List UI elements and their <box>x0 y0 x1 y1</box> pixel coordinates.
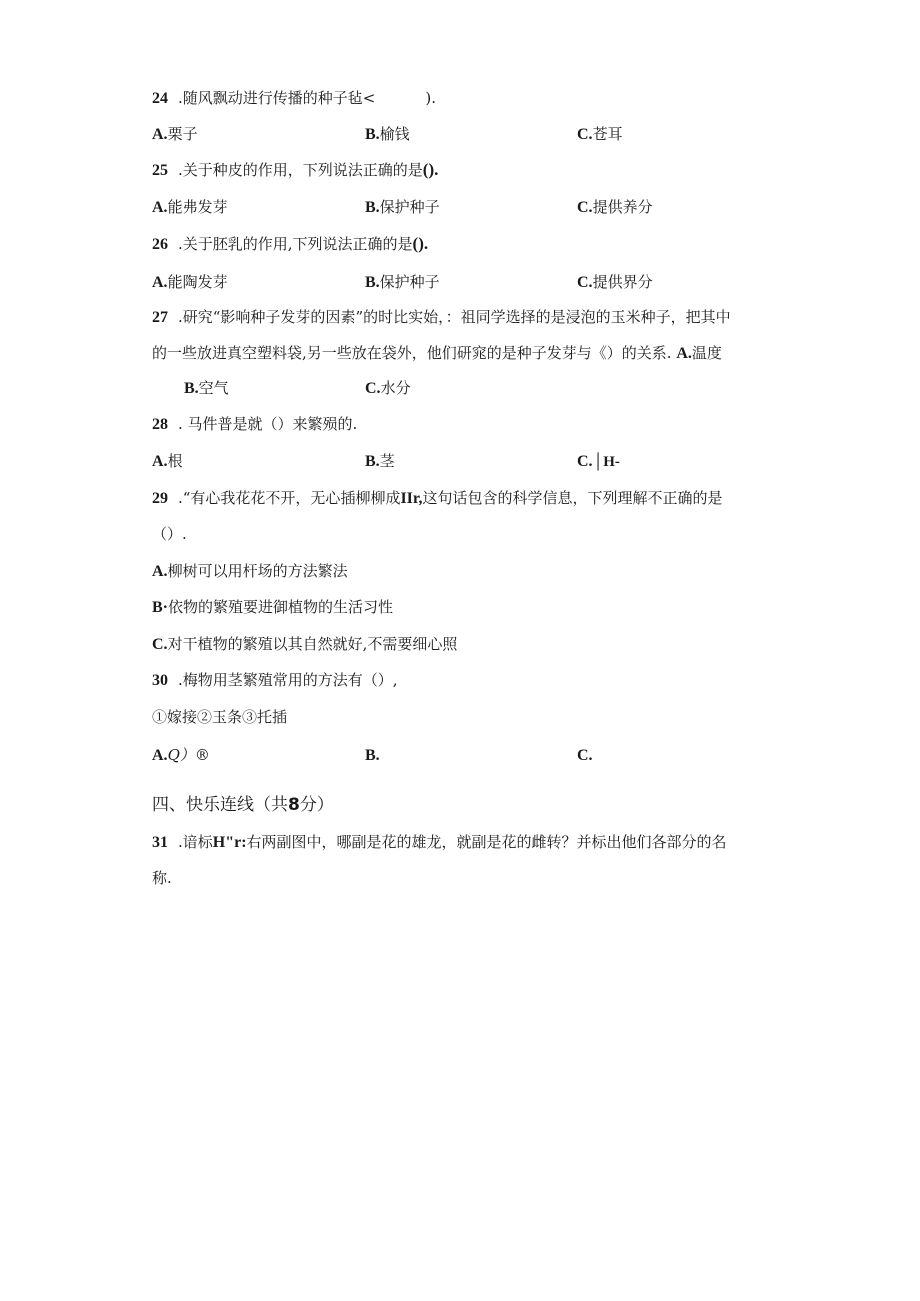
question-number: 24 <box>152 90 168 107</box>
question-tail: ). <box>425 89 436 107</box>
option-a: A.Q）® <box>152 746 210 764</box>
question-text: .随风飘动进行传播的种子毡< <box>178 89 376 107</box>
question-number: 28 <box>152 416 168 433</box>
option-a: A.根 <box>152 452 183 470</box>
question-number: 29 <box>152 490 168 507</box>
question-25 <box>152 160 438 181</box>
question-29: 29 .“有心我花花不开，无心插柳柳成IIr,这句话包含的科学信息，下列理解不正确的是 <box>152 489 723 507</box>
answer-paren: (). <box>422 160 439 179</box>
option-c: C.水分 <box>365 379 411 397</box>
question-31-line2: 称. <box>152 869 172 887</box>
option-c: C.│H- <box>577 453 620 470</box>
option-c: C.提供养分 <box>577 198 653 216</box>
answer-paren: (). <box>412 234 429 253</box>
option-b: B·依物的繁殖要进御植物的生活习性 <box>152 598 394 616</box>
option-b: B. <box>365 747 380 764</box>
question-26 <box>152 234 428 255</box>
question-number: 26 <box>152 236 168 253</box>
option-c: C. <box>577 747 593 764</box>
question-24 <box>152 88 436 109</box>
question-30 <box>152 670 398 691</box>
option-a: A.能弗发芽 <box>152 198 228 216</box>
question-30-line2: ①嫁接②玉条③托插 <box>152 708 288 726</box>
question-number: 30 <box>152 672 168 689</box>
option-c: C.提供界分 <box>577 273 653 291</box>
question-number: 27 <box>152 309 168 326</box>
question-number: 31 <box>152 834 168 851</box>
option-b: B.保护种子 <box>365 198 440 216</box>
option-c: C.对干植物的繁殖以其自然就好,不需要细心照 <box>152 635 458 653</box>
option-b: B.保护种子 <box>365 273 440 291</box>
option-a: A.栗子 <box>152 125 198 143</box>
option-a-text: 温度 <box>691 344 722 362</box>
question-text: . 马件普是就（）来繁殒的. <box>178 415 358 433</box>
question-31: 31 .谙标H"r:右两副图中，哪副是花的雄龙，就副是花的雌转？并标出他们各部分的名 <box>152 833 727 851</box>
option-a: A.柳树可以用杆场的方法繁法 <box>152 562 348 580</box>
question-text: .关于种皮的作用，下列说法正确的是 <box>178 161 423 179</box>
option-b: B.榆钱 <box>365 125 410 143</box>
option-a: A.能陶发芽 <box>152 273 228 291</box>
option-a-label: A. <box>676 345 692 362</box>
section-heading: 四、快乐连线（共8分） <box>152 795 334 815</box>
question-28 <box>152 414 357 435</box>
option-c: C.苍耳 <box>577 125 623 143</box>
question-number: 25 <box>152 162 168 179</box>
question-29-line2: （）. <box>152 525 187 543</box>
option-b: B.茎 <box>365 452 395 470</box>
option-b: B.空气 <box>184 379 229 397</box>
question-27 <box>152 307 731 328</box>
question-text: .梅物用茎繁殖常用的方法有（）, <box>178 671 398 689</box>
question-text: .研究“影响种子发芽的因素”的时比实始，：祖同学选择的是浸泡的玉米种子，把其中 <box>178 308 731 326</box>
question-text: .关于胚乳的作用,下列说法正确的是 <box>178 235 413 253</box>
question-27-line2: 的一些放进真空塑料袋,另一些放在袋外，他们研窕的是种子发芽与《）的关系. A.温度 <box>152 344 722 362</box>
